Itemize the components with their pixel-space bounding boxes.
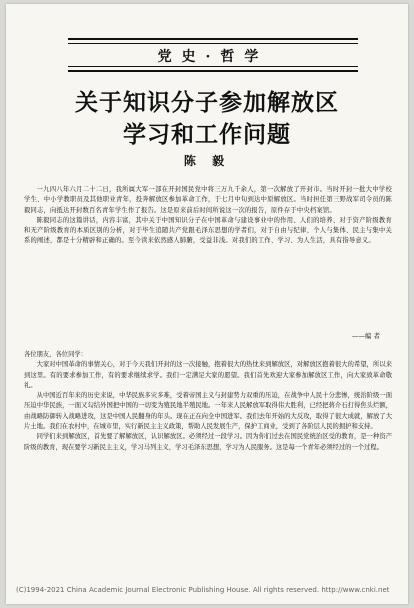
article-body bbox=[24, 350, 392, 453]
salutation: 各位朋友，各位同学： bbox=[24, 351, 87, 358]
article-title-line-2: 学习和工作问题 bbox=[123, 121, 291, 148]
body-paragraph: 从中国近百年来的历史来说，中华民族多灾多难，受着帝国主义与封建势力双重的压迫，在战争中人民十分悲惨，统治阶级一面压迫中华民族，一面又勾结外国把中国的一切变为殖民地半殖民地。一年来人民解放军取得伟大胜利，已经把蒋介石打得焦头烂额，由战略防御转入战略进攻，这是中国人民翻身的年头。现在正在向全中国进军。我们去年开始的大反攻，取得了很大成就，解放了大片土地。我们在农村中，在城市里，实行新民主主义政策，帮助人民发展生产，保护工商业，受到了各阶层人民的拥护和支持。 bbox=[24, 392, 392, 431]
body-paragraph: 大家对中国革命的事情关心，对于今天我们开封的这一次接触，抱着很大的热忱来到解放区，对解放区抱着很大的希望，所以来到这里。有的要求参加工作，有的要求继续求学。我们一定满足大家的愿望。我们首先欢迎大家参加解放区工作，向大家致革命敬礼。 bbox=[24, 361, 392, 389]
article-title-line-1: 关于知识分子参加解放区 bbox=[75, 89, 339, 116]
column-title: 党史·哲学 bbox=[157, 49, 269, 65]
editor-intro bbox=[24, 185, 392, 247]
intro-paragraph: 陈毅同志的这篇讲话，内容丰富，其中关于中国知识分子在中国革命与建设事业中的作用、人们的培养、对于资产阶级教育和无产阶级教育的本质区别的分析，对于毕生追随共产党跟毛泽东思想的学者们，对于自由与纪律、个人与集体、民主与集中关系的阐述，都是十分精辟和正确的。至今读来依然感人肺腑，受益非浅。对我们的工作、学习、为人生活，具有指导意义。 bbox=[24, 216, 392, 245]
journal-page bbox=[6, 4, 408, 604]
intro-paragraph: 一九四八年六月二十二日，我所属大军一部在开封国民党中将三万九千余人，第一次解放了开封市。当时开封一批大中学校学生、中小学教职员及其他职业青年，投奔解放区参加革命工作，于七月中旬到达中原解放区。当时担任第三野战军司令员的陈毅同志，向抵达开封数百名青年学生作了报告。这是原来前后时间所说这一次的报告，原件存于中央档案馆。 bbox=[24, 186, 392, 214]
column-banner bbox=[68, 38, 358, 72]
article-author: 陈 毅 bbox=[183, 154, 231, 168]
editor-signature: ——编 者 bbox=[351, 332, 380, 340]
copyright-footer: (C)1994-2021 China Academic Journal Electronic Publishing House. All rights reserved. http://www.cnki.net bbox=[16, 586, 390, 594]
body-paragraph: 同学们来到解放区，首先要了解解放区，认识解放区。必须经过一段学习。因为你们过去在国民党统治区受的教育，是一种资产阶级的教育，现在要学习新民主主义，学习马列主义，学习毛泽东思想，学习为人民服务。这是每一个青年必须经过的一个过程。 bbox=[24, 433, 392, 451]
